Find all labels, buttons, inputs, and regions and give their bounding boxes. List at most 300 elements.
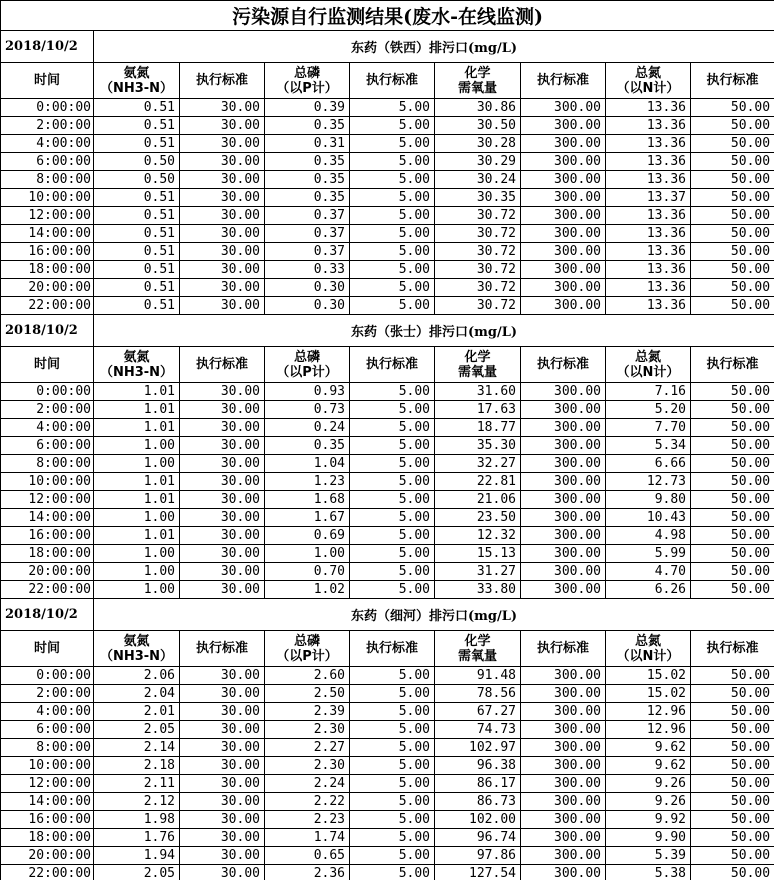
table-cell: 300.00 <box>521 563 606 581</box>
table-cell: 4:00:00 <box>1 703 94 721</box>
table-cell: 8:00:00 <box>1 171 94 189</box>
table-cell: 0:00:00 <box>1 667 94 685</box>
table-cell: 35.30 <box>435 437 521 455</box>
table-cell: 21.06 <box>435 491 521 509</box>
table-cell: 1.67 <box>265 509 350 527</box>
table-cell: 1.01 <box>94 491 180 509</box>
table-cell: 300.00 <box>521 437 606 455</box>
table-cell: 14:00:00 <box>1 225 94 243</box>
table-cell: 1.98 <box>94 811 180 829</box>
table-cell: 5.00 <box>350 153 435 171</box>
table-cell: 0.70 <box>265 563 350 581</box>
table-cell: 20:00:00 <box>1 279 94 297</box>
table-cell: 6:00:00 <box>1 153 94 171</box>
table-cell: 30.50 <box>435 117 521 135</box>
table-cell: 1.00 <box>94 455 180 473</box>
table-cell: 12:00:00 <box>1 207 94 225</box>
table-cell: 5.00 <box>350 811 435 829</box>
column-header: 化学 需氧量 <box>435 631 521 667</box>
table-cell: 0.51 <box>94 99 180 117</box>
table-cell: 15.02 <box>606 667 691 685</box>
table-cell: 5.00 <box>350 847 435 865</box>
table-row <box>1 261 774 279</box>
table-row <box>1 419 774 437</box>
table-cell: 2.18 <box>94 757 180 775</box>
table-row <box>1 811 774 829</box>
table-cell: 6:00:00 <box>1 437 94 455</box>
table-cell: 5.00 <box>350 775 435 793</box>
table-cell: 50.00 <box>691 757 774 775</box>
table-cell: 50.00 <box>691 865 774 880</box>
table-cell: 13.36 <box>606 279 691 297</box>
column-header: 总磷 （以P计） <box>265 347 350 383</box>
table-row <box>1 473 774 491</box>
column-header: 化学 需氧量 <box>435 63 521 99</box>
table-row <box>1 721 774 739</box>
table-cell: 5.00 <box>350 383 435 401</box>
table-cell: 14:00:00 <box>1 509 94 527</box>
table-cell: 1.01 <box>94 527 180 545</box>
table-cell: 30.00 <box>180 775 265 793</box>
table-cell: 2:00:00 <box>1 685 94 703</box>
table-cell: 5.00 <box>350 455 435 473</box>
table-cell: 0.51 <box>94 117 180 135</box>
table-cell: 30.00 <box>180 667 265 685</box>
table-cell: 50.00 <box>691 847 774 865</box>
section-header-row <box>1 315 774 347</box>
table-cell: 50.00 <box>691 721 774 739</box>
table-cell: 300.00 <box>521 297 606 315</box>
table-cell: 300.00 <box>521 261 606 279</box>
table-cell: 0:00:00 <box>1 99 94 117</box>
table-cell: 2.01 <box>94 703 180 721</box>
table-cell: 86.17 <box>435 775 521 793</box>
table-cell: 2.39 <box>265 703 350 721</box>
table-cell: 5.00 <box>350 297 435 315</box>
table-cell: 30.29 <box>435 153 521 171</box>
table-cell: 2.04 <box>94 685 180 703</box>
table-cell: 300.00 <box>521 455 606 473</box>
table-cell: 300.00 <box>521 207 606 225</box>
table-cell: 0.35 <box>265 153 350 171</box>
table-cell: 30.72 <box>435 297 521 315</box>
table-cell: 5.00 <box>350 473 435 491</box>
table-cell: 0.51 <box>94 135 180 153</box>
table-cell: 5.00 <box>350 739 435 757</box>
column-header: 执行标准 <box>180 63 265 99</box>
table-cell: 50.00 <box>691 99 774 117</box>
table-cell: 50.00 <box>691 775 774 793</box>
table-cell: 30.00 <box>180 829 265 847</box>
table-cell: 96.38 <box>435 757 521 775</box>
table-cell: 6.66 <box>606 455 691 473</box>
column-header: 时间 <box>1 63 94 99</box>
table-row <box>1 153 774 171</box>
table-cell: 17.63 <box>435 401 521 419</box>
table-cell: 300.00 <box>521 865 606 880</box>
table-cell: 30.00 <box>180 527 265 545</box>
table-row <box>1 279 774 297</box>
table-cell: 4:00:00 <box>1 135 94 153</box>
table-cell: 2.05 <box>94 865 180 880</box>
table-cell: 13.36 <box>606 297 691 315</box>
table-cell: 10:00:00 <box>1 189 94 207</box>
table-cell: 300.00 <box>521 509 606 527</box>
table-cell: 33.80 <box>435 581 521 599</box>
table-cell: 30.72 <box>435 261 521 279</box>
section-location: 东药（张士）排污口(mg/L) <box>94 315 774 347</box>
table-cell: 2.27 <box>265 739 350 757</box>
table-cell: 300.00 <box>521 667 606 685</box>
table-cell: 0.39 <box>265 99 350 117</box>
table-cell: 0:00:00 <box>1 383 94 401</box>
table-cell: 30.00 <box>180 243 265 261</box>
table-cell: 1.01 <box>94 473 180 491</box>
table-cell: 1.68 <box>265 491 350 509</box>
table-cell: 5.00 <box>350 99 435 117</box>
table-cell: 30.00 <box>180 793 265 811</box>
table-cell: 30.00 <box>180 135 265 153</box>
table-row <box>1 847 774 865</box>
table-row <box>1 243 774 261</box>
table-cell: 5.00 <box>350 509 435 527</box>
table-cell: 91.48 <box>435 667 521 685</box>
table-cell: 9.62 <box>606 757 691 775</box>
table-row <box>1 135 774 153</box>
table-row <box>1 117 774 135</box>
table-cell: 300.00 <box>521 811 606 829</box>
table-cell: 13.36 <box>606 225 691 243</box>
table-cell: 5.38 <box>606 865 691 880</box>
table-row <box>1 703 774 721</box>
table-cell: 0.33 <box>265 261 350 279</box>
table-cell: 0.30 <box>265 297 350 315</box>
table-cell: 1.02 <box>265 581 350 599</box>
table-row <box>1 189 774 207</box>
table-cell: 10:00:00 <box>1 757 94 775</box>
table-cell: 50.00 <box>691 739 774 757</box>
table-cell: 5.00 <box>350 261 435 279</box>
table-cell: 0.30 <box>265 279 350 297</box>
table-cell: 2.05 <box>94 721 180 739</box>
table-cell: 50.00 <box>691 153 774 171</box>
table-cell: 4:00:00 <box>1 419 94 437</box>
table-cell: 5.00 <box>350 401 435 419</box>
table-cell: 50.00 <box>691 135 774 153</box>
table-row <box>1 667 774 685</box>
table-row <box>1 757 774 775</box>
table-row <box>1 685 774 703</box>
table-cell: 0.51 <box>94 207 180 225</box>
table-cell: 2.50 <box>265 685 350 703</box>
table-cell: 9.26 <box>606 775 691 793</box>
table-cell: 9.90 <box>606 829 691 847</box>
table-row <box>1 793 774 811</box>
column-header: 氨氮 （NH3-N） <box>94 63 180 99</box>
table-cell: 12:00:00 <box>1 775 94 793</box>
table-cell: 5.00 <box>350 243 435 261</box>
table-cell: 50.00 <box>691 117 774 135</box>
table-cell: 50.00 <box>691 685 774 703</box>
table-cell: 18:00:00 <box>1 261 94 279</box>
table-cell: 0.51 <box>94 261 180 279</box>
table-cell: 96.74 <box>435 829 521 847</box>
table-cell: 30.00 <box>180 847 265 865</box>
column-header: 执行标准 <box>180 631 265 667</box>
table-cell: 50.00 <box>691 297 774 315</box>
table-row <box>1 563 774 581</box>
table-cell: 22:00:00 <box>1 297 94 315</box>
table-cell: 50.00 <box>691 383 774 401</box>
table-cell: 5.34 <box>606 437 691 455</box>
table-cell: 30.72 <box>435 225 521 243</box>
table-cell: 22:00:00 <box>1 581 94 599</box>
table-cell: 30.00 <box>180 811 265 829</box>
table-cell: 300.00 <box>521 757 606 775</box>
table-cell: 30.00 <box>180 99 265 117</box>
table-cell: 2.14 <box>94 739 180 757</box>
table-cell: 5.00 <box>350 189 435 207</box>
table-cell: 300.00 <box>521 491 606 509</box>
table-cell: 16:00:00 <box>1 243 94 261</box>
table-cell: 5.00 <box>350 703 435 721</box>
table-cell: 5.00 <box>350 581 435 599</box>
table-cell: 0.31 <box>265 135 350 153</box>
table-cell: 10.43 <box>606 509 691 527</box>
column-header: 执行标准 <box>691 631 774 667</box>
table-cell: 30.86 <box>435 99 521 117</box>
table-cell: 5.00 <box>350 279 435 297</box>
table-cell: 7.16 <box>606 383 691 401</box>
table-cell: 50.00 <box>691 401 774 419</box>
table-cell: 1.01 <box>94 419 180 437</box>
table-cell: 5.99 <box>606 545 691 563</box>
table-cell: 300.00 <box>521 419 606 437</box>
table-cell: 20:00:00 <box>1 847 94 865</box>
table-cell: 5.00 <box>350 545 435 563</box>
column-header: 执行标准 <box>691 63 774 99</box>
table-cell: 13.36 <box>606 135 691 153</box>
table-cell: 2.06 <box>94 667 180 685</box>
table-cell: 20:00:00 <box>1 563 94 581</box>
table-cell: 5.20 <box>606 401 691 419</box>
column-header: 总氮 （以N计） <box>606 347 691 383</box>
table-cell: 5.00 <box>350 829 435 847</box>
column-header-row <box>1 631 774 667</box>
table-cell: 50.00 <box>691 509 774 527</box>
table-cell: 50.00 <box>691 279 774 297</box>
table-cell: 14:00:00 <box>1 793 94 811</box>
table-cell: 0.37 <box>265 243 350 261</box>
column-header: 执行标准 <box>521 63 606 99</box>
table-cell: 0.37 <box>265 207 350 225</box>
table-cell: 1.74 <box>265 829 350 847</box>
table-cell: 0.35 <box>265 437 350 455</box>
table-cell: 0.50 <box>94 153 180 171</box>
table-cell: 78.56 <box>435 685 521 703</box>
table-cell: 30.72 <box>435 243 521 261</box>
table-row <box>1 383 774 401</box>
table-cell: 6:00:00 <box>1 721 94 739</box>
table-cell: 300.00 <box>521 401 606 419</box>
column-header: 总磷 （以P计） <box>265 63 350 99</box>
table-cell: 32.27 <box>435 455 521 473</box>
table-cell: 1.00 <box>94 437 180 455</box>
table-cell: 2.11 <box>94 775 180 793</box>
table-cell: 300.00 <box>521 739 606 757</box>
table-cell: 30.00 <box>180 225 265 243</box>
table-cell: 300.00 <box>521 153 606 171</box>
table-cell: 13.37 <box>606 189 691 207</box>
section-header-row <box>1 31 774 63</box>
column-header: 氨氮 （NH3-N） <box>94 631 180 667</box>
table-cell: 30.00 <box>180 703 265 721</box>
table-cell: 50.00 <box>691 473 774 491</box>
table-cell: 5.00 <box>350 135 435 153</box>
table-cell: 30.00 <box>180 297 265 315</box>
table-cell: 9.80 <box>606 491 691 509</box>
table-cell: 50.00 <box>691 243 774 261</box>
table-cell: 300.00 <box>521 99 606 117</box>
table-cell: 50.00 <box>691 491 774 509</box>
table-cell: 30.72 <box>435 207 521 225</box>
table-cell: 9.92 <box>606 811 691 829</box>
table-cell: 5.00 <box>350 757 435 775</box>
table-cell: 50.00 <box>691 545 774 563</box>
section-location: 东药（细河）排污口(mg/L) <box>94 599 774 631</box>
table-cell: 50.00 <box>691 581 774 599</box>
table-cell: 50.00 <box>691 527 774 545</box>
table-cell: 0.93 <box>265 383 350 401</box>
table-cell: 15.13 <box>435 545 521 563</box>
table-cell: 13.36 <box>606 243 691 261</box>
column-header: 执行标准 <box>521 631 606 667</box>
table-cell: 0.51 <box>94 279 180 297</box>
table-cell: 2.22 <box>265 793 350 811</box>
table-cell: 22.81 <box>435 473 521 491</box>
table-cell: 31.60 <box>435 383 521 401</box>
table-cell: 50.00 <box>691 455 774 473</box>
table-cell: 15.02 <box>606 685 691 703</box>
table-cell: 5.00 <box>350 667 435 685</box>
table-cell: 300.00 <box>521 721 606 739</box>
table-cell: 5.00 <box>350 563 435 581</box>
column-header: 时间 <box>1 347 94 383</box>
table-cell: 16:00:00 <box>1 527 94 545</box>
table-cell: 2.24 <box>265 775 350 793</box>
table-cell: 1.00 <box>265 545 350 563</box>
table-row <box>1 739 774 757</box>
table-cell: 30.00 <box>180 563 265 581</box>
table-cell: 300.00 <box>521 117 606 135</box>
table-cell: 300.00 <box>521 829 606 847</box>
title-row <box>1 1 774 31</box>
table-cell: 300.00 <box>521 279 606 297</box>
table-cell: 300.00 <box>521 225 606 243</box>
table-cell: 30.00 <box>180 545 265 563</box>
table-cell: 12.73 <box>606 473 691 491</box>
table-row <box>1 401 774 419</box>
table-cell: 300.00 <box>521 847 606 865</box>
table-cell: 30.00 <box>180 419 265 437</box>
table-cell: 5.00 <box>350 419 435 437</box>
table-row <box>1 225 774 243</box>
table-cell: 1.94 <box>94 847 180 865</box>
table-cell: 18.77 <box>435 419 521 437</box>
column-header: 总磷 （以P计） <box>265 631 350 667</box>
table-cell: 0.35 <box>265 189 350 207</box>
table-cell: 30.35 <box>435 189 521 207</box>
table-cell: 13.36 <box>606 171 691 189</box>
table-row <box>1 437 774 455</box>
table-cell: 50.00 <box>691 793 774 811</box>
table-cell: 13.36 <box>606 261 691 279</box>
table-cell: 0.24 <box>265 419 350 437</box>
table-cell: 1.00 <box>94 509 180 527</box>
table-cell: 0.51 <box>94 189 180 207</box>
table-row <box>1 99 774 117</box>
section-date: 2018/10/2 <box>1 31 94 63</box>
table-cell: 30.00 <box>180 685 265 703</box>
section-date: 2018/10/2 <box>1 315 94 347</box>
table-cell: 74.73 <box>435 721 521 739</box>
table-cell: 16:00:00 <box>1 811 94 829</box>
table-cell: 5.00 <box>350 171 435 189</box>
table-cell: 102.97 <box>435 739 521 757</box>
table-cell: 30.00 <box>180 757 265 775</box>
table-cell: 30.00 <box>180 509 265 527</box>
column-header: 氨氮 （NH3-N） <box>94 347 180 383</box>
table-row <box>1 775 774 793</box>
table-cell: 50.00 <box>691 703 774 721</box>
table-cell: 127.54 <box>435 865 521 880</box>
table-cell: 2.60 <box>265 667 350 685</box>
table-cell: 2.12 <box>94 793 180 811</box>
table-cell: 50.00 <box>691 419 774 437</box>
table-cell: 13.36 <box>606 99 691 117</box>
table-cell: 5.00 <box>350 437 435 455</box>
table-row <box>1 545 774 563</box>
table-cell: 1.01 <box>94 401 180 419</box>
table-cell: 13.36 <box>606 117 691 135</box>
table-cell: 0.51 <box>94 225 180 243</box>
table-cell: 30.00 <box>180 279 265 297</box>
table-cell: 5.00 <box>350 207 435 225</box>
column-header: 执行标准 <box>350 631 435 667</box>
table-cell: 30.00 <box>180 261 265 279</box>
table-cell: 50.00 <box>691 225 774 243</box>
table-row <box>1 297 774 315</box>
table-cell: 8:00:00 <box>1 739 94 757</box>
table-cell: 5.00 <box>350 793 435 811</box>
table-cell: 30.00 <box>180 207 265 225</box>
table-cell: 50.00 <box>691 171 774 189</box>
table-cell: 13.36 <box>606 207 691 225</box>
table-cell: 2.30 <box>265 721 350 739</box>
table-cell: 30.00 <box>180 721 265 739</box>
table-cell: 13.36 <box>606 153 691 171</box>
table-cell: 8:00:00 <box>1 455 94 473</box>
table-cell: 50.00 <box>691 667 774 685</box>
table-cell: 12.32 <box>435 527 521 545</box>
column-header: 总氮 （以N计） <box>606 63 691 99</box>
table-cell: 22:00:00 <box>1 865 94 880</box>
table-cell: 86.73 <box>435 793 521 811</box>
table-cell: 300.00 <box>521 581 606 599</box>
table-cell: 30.00 <box>180 455 265 473</box>
table-cell: 2.23 <box>265 811 350 829</box>
column-header: 化学 需氧量 <box>435 347 521 383</box>
